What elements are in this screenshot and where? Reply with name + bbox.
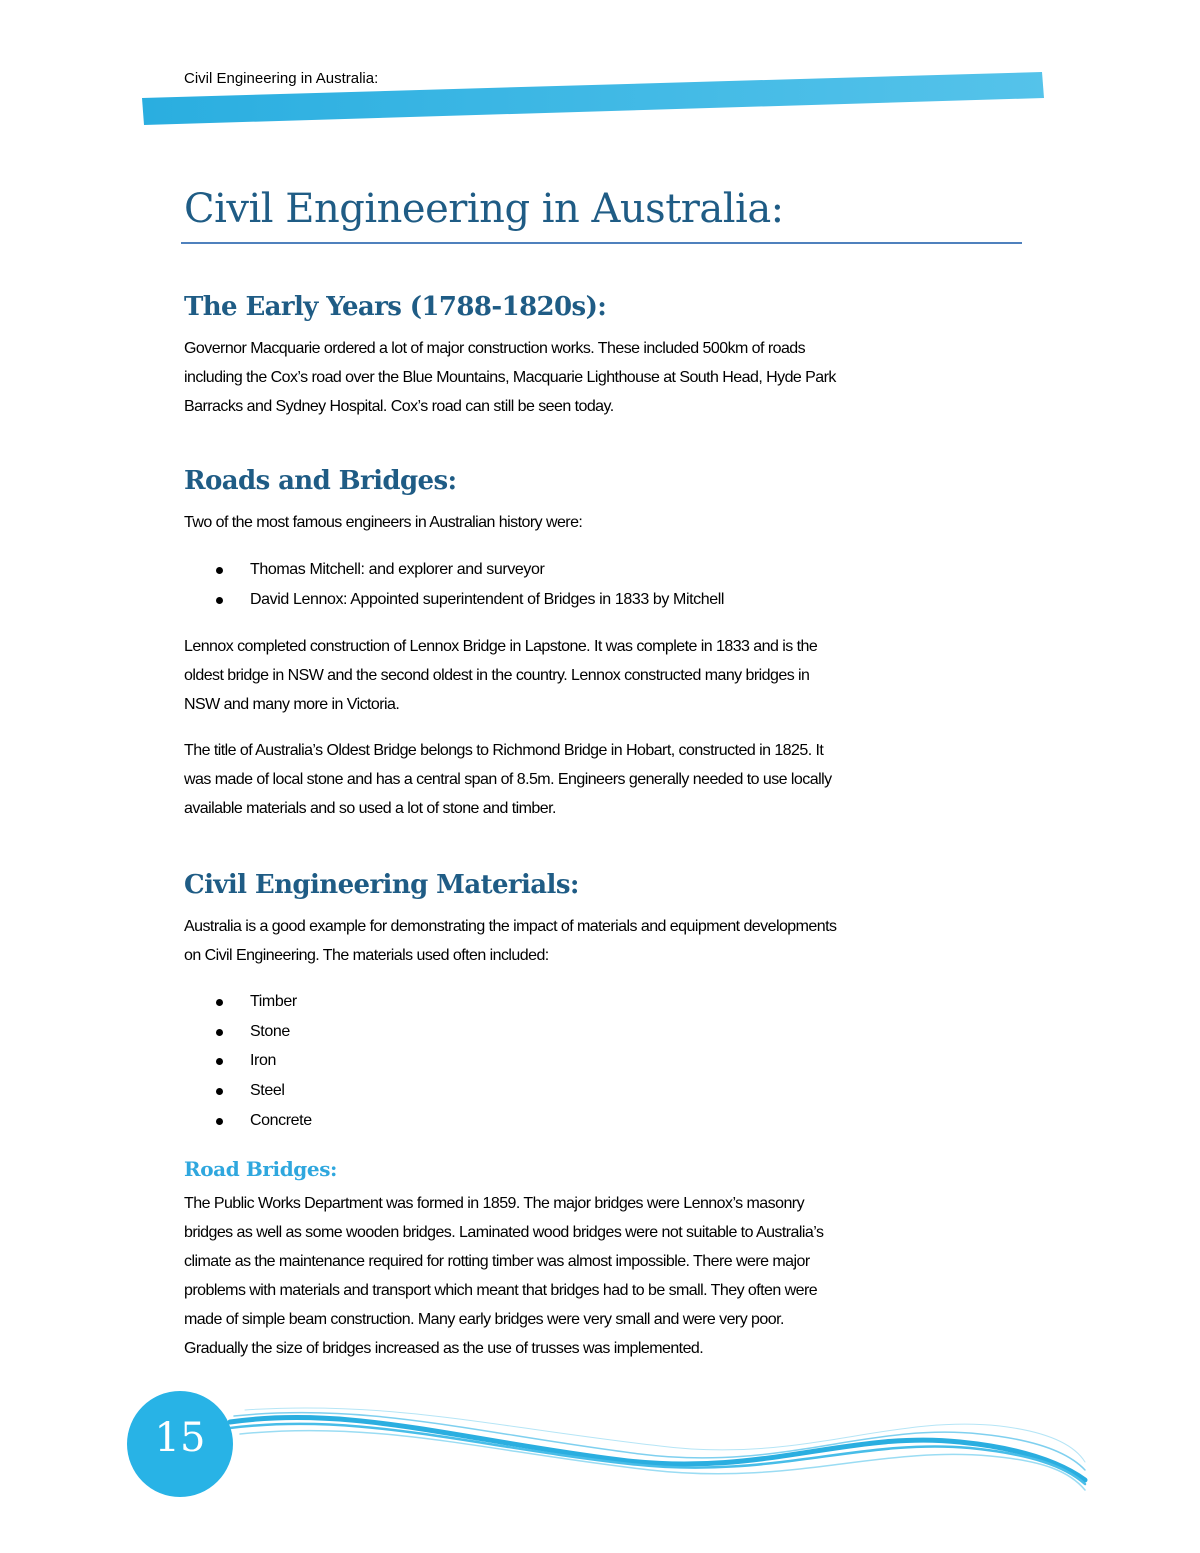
text-line: The title of Australia’s Oldest Bridge belongs to Richmond Bridge in Hobart, constructed in 1825. It — [184, 742, 824, 759]
list-item: Timber — [184, 987, 312, 1017]
text-line: bridges as well as some wooden bridges. Laminated wood bridges were not suitable to Australia’s — [184, 1224, 824, 1241]
text-line: problems with materials and transport which meant that bridges had to be small. They often were — [184, 1282, 818, 1299]
early-years-paragraph — [184, 334, 1034, 421]
section-heading-materials: Civil Engineering Materials: — [184, 870, 579, 900]
materials-list — [184, 987, 312, 1135]
text-line: climate as the maintenance required for rotting timber was almost impossible. There were major — [184, 1253, 810, 1270]
title-underline — [181, 242, 1022, 244]
road-bridges-paragraph — [184, 1189, 1034, 1363]
list-item: Iron — [184, 1046, 312, 1076]
text-line: including the Cox’s road over the Blue Mountains, Macquarie Lighthouse at South Head, Hyde Park — [184, 369, 836, 386]
section-heading-roads-bridges: Roads and Bridges: — [184, 466, 457, 496]
list-item: Steel — [184, 1076, 312, 1106]
subsection-heading-road-bridges: Road Bridges: — [184, 1157, 338, 1181]
text-line: made of simple beam construction. Many early bridges were very small and were very poor. — [184, 1311, 784, 1328]
engineers-list — [184, 555, 724, 614]
richmond-paragraph — [184, 736, 1034, 823]
text-line: The Public Works Department was formed in 1859. The major bridges were Lennox’s masonry — [184, 1195, 805, 1212]
page-title: Civil Engineering in Australia: — [184, 186, 784, 232]
text-line: Gradually the size of bridges increased as the use of trusses was implemented. — [184, 1340, 704, 1357]
text-line: available materials and so used a lot of stone and timber. — [184, 800, 556, 817]
lennox-paragraph — [184, 632, 1034, 719]
list-item: David Lennox: Appointed superintendent of Bridges in 1833 by Mitchell — [184, 585, 724, 615]
text-line: on Civil Engineering. The materials used often included: — [184, 947, 549, 964]
roads-bridges-intro: Two of the most famous engineers in Australian history were: — [184, 514, 583, 531]
text-line: Australia is a good example for demonstrating the impact of materials and equipment developments — [184, 918, 837, 935]
text-line: was made of local stone and has a central span of 8.5m. Engineers generally needed to use locally — [184, 771, 832, 788]
page-number: 15 — [154, 1415, 206, 1461]
text-line: Governor Macquarie ordered a lot of major construction works. These included 500km of roads — [184, 340, 806, 357]
running-header: Civil Engineering in Australia: — [184, 70, 379, 87]
text-line: Lennox completed construction of Lennox Bridge in Lapstone. It was complete in 1833 and is the — [184, 638, 818, 655]
section-heading-early-years: The Early Years (1788-1820s): — [184, 292, 607, 322]
list-item: Concrete — [184, 1106, 312, 1136]
list-item: Thomas Mitchell: and explorer and surveyor — [184, 555, 724, 585]
text-line: oldest bridge in NSW and the second oldest in the country. Lennox constructed many bridges in — [184, 667, 810, 684]
materials-paragraph — [184, 912, 1034, 970]
text-line: Barracks and Sydney Hospital. Cox’s road can still be seen today. — [184, 398, 614, 415]
footer-wave-graphic — [200, 1400, 1090, 1500]
page-number-badge — [127, 1391, 233, 1497]
list-item: Stone — [184, 1017, 312, 1047]
text-line: NSW and many more in Victoria. — [184, 696, 400, 713]
